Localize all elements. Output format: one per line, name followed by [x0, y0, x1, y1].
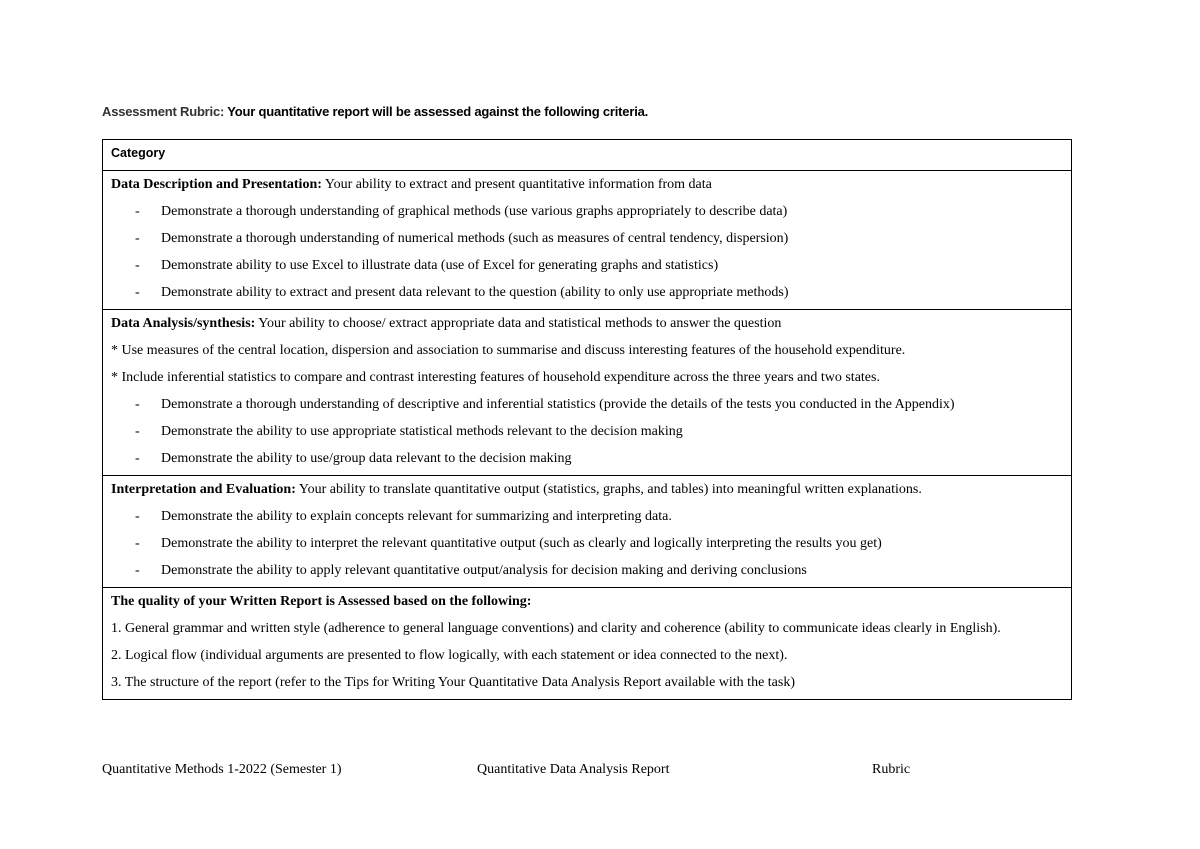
section-description: Your ability to extract and present quantitative information from data	[321, 177, 712, 192]
footer-section: Rubric	[872, 762, 911, 777]
dash-marker: -	[135, 424, 140, 439]
written-report-item: 1. General grammar and written style (adherence to general language conventions) and clarity and coherence (ability to communicate ideas clearly in English).	[111, 621, 1001, 636]
list-item-text: Demonstrate the ability to use appropriate statistical methods relevant to the decision making	[161, 424, 683, 439]
section-data-analysis	[103, 310, 1072, 476]
section-label: Data Analysis/synthesis:	[111, 316, 256, 331]
dash-marker: -	[135, 451, 140, 466]
list-item-text: Demonstrate a thorough understanding of graphical methods (use various graphs appropriately to describe data)	[161, 204, 788, 219]
section-heading-line	[111, 171, 1063, 198]
table-header-row	[103, 140, 1072, 171]
list-item-text: Demonstrate the ability to use/group data relevant to the decision making	[161, 451, 572, 466]
list-item	[111, 252, 1063, 279]
dash-marker: -	[135, 231, 140, 246]
rubric-heading-lead: Assessment Rubric:	[102, 104, 225, 119]
list-item	[111, 225, 1063, 252]
list-item-text: Demonstrate a thorough understanding of descriptive and inferential statistics (provide the details of the tests you conducted in the Appendix)	[161, 397, 955, 412]
list-item-text: Demonstrate ability to extract and present data relevant to the question (ability to only use appropriate methods)	[161, 285, 789, 300]
footer-report-title: Quantitative Data Analysis Report	[477, 762, 670, 777]
dash-marker: -	[135, 204, 140, 219]
section-label: Data Description and Presentation:	[111, 177, 322, 192]
rubric-heading-rest: Your quantitative report will be assessed against the following criteria.	[224, 104, 649, 119]
section-heading-line	[111, 310, 1063, 337]
rubric-heading	[102, 104, 648, 119]
written-report-item: 3. The structure of the report (refer to the Tips for Writing Your Quantitative Data Analysis Report available with the task)	[111, 675, 795, 690]
list-item	[111, 557, 1063, 584]
footer-course: Quantitative Methods 1-2022 (Semester 1)	[102, 762, 342, 777]
section-note: * Include inferential statistics to compare and contrast interesting features of household expenditure across the three years and two states.	[111, 370, 880, 385]
list-item-text: Demonstrate the ability to explain concepts relevant for summarizing and interpreting data.	[161, 509, 672, 524]
list-item	[111, 503, 1063, 530]
list-item-text: Demonstrate a thorough understanding of numerical methods (such as measures of central tendency, dispersion)	[161, 231, 789, 246]
dash-marker: -	[135, 258, 140, 273]
list-item-text: Demonstrate the ability to interpret the relevant quantitative output (such as clearly and logically interpreting the results you get)	[161, 536, 882, 551]
section-description: Your ability to translate quantitative output (statistics, graphs, and tables) into meaningful written explanations.	[295, 482, 922, 497]
dash-marker: -	[135, 536, 140, 551]
list-item	[111, 279, 1063, 306]
dash-marker: -	[135, 509, 140, 524]
section-description: Your ability to choose/ extract appropriate data and statistical methods to answer the question	[255, 316, 782, 331]
list-item	[111, 445, 1063, 472]
section-label: Interpretation and Evaluation:	[111, 482, 296, 497]
list-item	[111, 391, 1063, 418]
dash-marker: -	[135, 397, 140, 412]
list-item	[111, 198, 1063, 225]
section-heading-line	[111, 476, 1063, 503]
dash-marker: -	[135, 285, 140, 300]
category-header: Category	[103, 140, 1072, 171]
section-written-report	[103, 588, 1072, 700]
list-item	[111, 530, 1063, 557]
rubric-table	[102, 139, 1072, 700]
list-item	[111, 418, 1063, 445]
dash-marker: -	[135, 563, 140, 578]
list-item-text: Demonstrate the ability to apply relevant quantitative output/analysis for decision making and deriving conclusions	[161, 563, 807, 578]
list-item-text: Demonstrate ability to use Excel to illustrate data (use of Excel for generating graphs and statistics)	[161, 258, 719, 273]
section-data-description	[103, 171, 1072, 310]
written-report-title: The quality of your Written Report is Assessed based on the following:	[111, 594, 532, 609]
section-interpretation	[103, 476, 1072, 588]
section-note: * Use measures of the central location, dispersion and association to summarise and discuss interesting features of the household expenditure.	[111, 343, 906, 358]
written-report-item: 2. Logical flow (individual arguments are presented to flow logically, with each statement or idea connected to the next).	[111, 648, 788, 663]
